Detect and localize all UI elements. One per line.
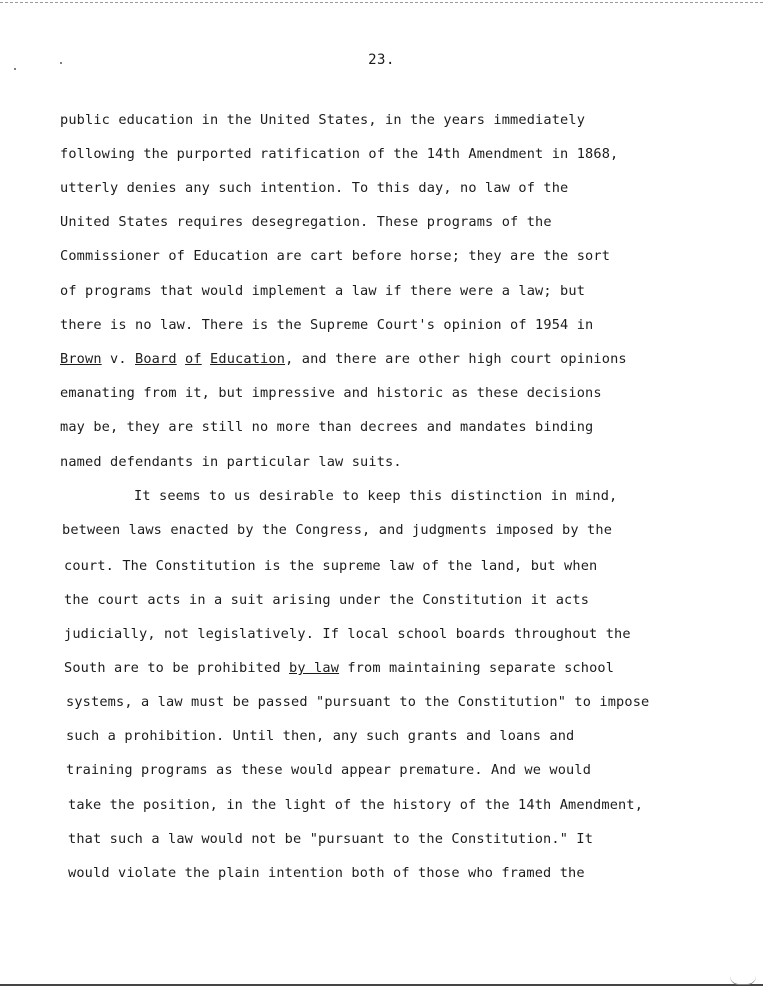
text-segment: would violate the plain intention both of those who framed the bbox=[68, 865, 585, 881]
scan-bottom-edge bbox=[0, 984, 763, 986]
text-segment: training programs as these would appear premature. And we would bbox=[66, 762, 592, 778]
text-segment: judicially, not legislatively. If local school boards throughout the bbox=[64, 626, 631, 642]
page-number: 23. bbox=[368, 52, 395, 68]
text-line bbox=[66, 726, 574, 746]
text-segment: such a prohibition. Until then, any such grants and loans and bbox=[66, 728, 575, 744]
text-line bbox=[60, 383, 602, 403]
text-line bbox=[68, 829, 593, 849]
text-line bbox=[62, 520, 612, 540]
text-segment bbox=[202, 351, 210, 367]
text-line bbox=[60, 349, 627, 369]
text-line bbox=[66, 760, 591, 780]
text-segment: v. bbox=[101, 351, 136, 367]
text-segment: between laws enacted by the Congress, and judgments imposed by the bbox=[62, 522, 613, 538]
text-line bbox=[60, 281, 585, 301]
text-segment: emanating from it, but impressive and historic as these decisions bbox=[60, 385, 602, 401]
text-segment: there is no law. There is the Supreme Court's opinion of 1954 in bbox=[60, 317, 594, 333]
underlined-text: Brown bbox=[60, 351, 102, 367]
text-line bbox=[60, 212, 552, 232]
text-segment: the court acts in a suit arising under the Constitution it acts bbox=[64, 592, 590, 608]
underlined-text: Board bbox=[135, 351, 177, 367]
text-line bbox=[68, 795, 643, 815]
text-line bbox=[64, 624, 631, 644]
text-line bbox=[64, 658, 614, 678]
text-segment: of programs that would implement a law if there were a law; but bbox=[60, 283, 586, 299]
text-line bbox=[64, 590, 589, 610]
text-segment: South are to be prohibited bbox=[64, 660, 290, 676]
text-segment: following the purported ratification of the 14th Amendment in 1868, bbox=[60, 146, 619, 162]
scan-top-edge bbox=[0, 2, 763, 3]
text-line bbox=[60, 452, 402, 472]
text-line bbox=[66, 692, 649, 712]
underlined-text: Education bbox=[210, 351, 286, 367]
text-segment: may be, they are still no more than decrees and mandates binding bbox=[60, 419, 594, 435]
text-segment: systems, a law must be passed "pursuant to the Constitution" to impose bbox=[66, 694, 650, 710]
text-line bbox=[60, 315, 593, 335]
underlined-text: by law bbox=[289, 660, 340, 676]
text-segment: from maintaining separate school bbox=[339, 660, 615, 676]
text-segment: utterly denies any such intention. To this day, no law of the bbox=[60, 180, 569, 196]
text-segment: public education in the United States, in the years immediately bbox=[60, 112, 586, 128]
text-segment: that such a law would not be "pursuant to the Constitution." It bbox=[68, 831, 594, 847]
text-line bbox=[68, 863, 585, 883]
text-line bbox=[60, 246, 610, 266]
paragraph-start-line bbox=[134, 486, 617, 506]
text-segment: United States requires desegregation. These programs of the bbox=[60, 214, 552, 230]
text-line bbox=[60, 417, 593, 437]
text-segment: , and there are other high court opinions bbox=[285, 351, 627, 367]
underlined-text: of bbox=[185, 351, 202, 367]
text-line bbox=[60, 178, 568, 198]
text-segment: take the position, in the light of the history of the 14th Amendment, bbox=[68, 797, 644, 813]
text-segment bbox=[177, 351, 185, 367]
text-line bbox=[60, 144, 618, 164]
text-segment: It seems to us desirable to keep this distinction in mind, bbox=[134, 488, 618, 504]
text-segment: named defendants in particular law suits. bbox=[60, 454, 402, 470]
text-line bbox=[64, 556, 597, 576]
text-segment: court. The Constitution is the supreme law of the land, but when bbox=[64, 558, 598, 574]
text-line bbox=[60, 110, 585, 130]
scan-speck bbox=[14, 68, 16, 70]
text-segment: Commissioner of Education are cart before horse; they are the sort bbox=[60, 248, 611, 264]
